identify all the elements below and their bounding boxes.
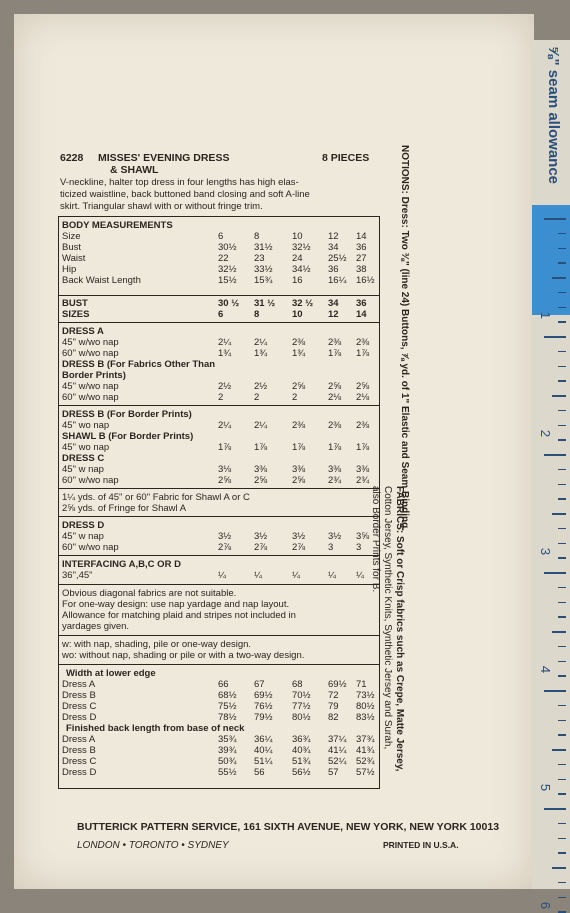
- divider: [58, 405, 380, 406]
- body-row-value: 15¾: [254, 275, 273, 286]
- fabrics-line-3: also Border Prints for B.: [370, 486, 381, 593]
- bust-size-row-value: 12: [328, 309, 339, 320]
- bust-size-row-label: BUST: [62, 298, 88, 309]
- ruler-number: 2: [538, 429, 554, 438]
- yardage-row-value: 3⅛: [218, 464, 232, 475]
- length-row-label: Dress C: [62, 756, 97, 767]
- ruler-tick: [558, 498, 566, 500]
- width-row-value: 80½: [292, 712, 311, 723]
- body-row-value: 30½: [218, 242, 237, 253]
- length-row-value: 36¼: [254, 734, 273, 745]
- ruler-tick: [558, 779, 566, 781]
- yardage-row-value: 2⅝: [218, 475, 232, 486]
- divider: [58, 488, 380, 489]
- yardage-row-value: 2⅜: [328, 420, 342, 431]
- description-line-1: V-neckline, halter top dress in four lengths has high elas-: [60, 177, 299, 188]
- width-row-value: 76½: [254, 701, 273, 712]
- dress-d-row-value: 3: [328, 542, 334, 553]
- dress-d-row-label: 45" w nap: [62, 531, 104, 542]
- width-row-value: 70½: [292, 690, 311, 701]
- note-line: Obvious diagonal fabrics are not suitable.: [62, 588, 237, 599]
- seam-allowance-ruler: [532, 40, 570, 910]
- body-row-value: 31½: [254, 242, 273, 253]
- yardage-row-value: 3⅜: [254, 464, 268, 475]
- ruler-tick: [544, 218, 566, 220]
- length-row-value: 41¾: [356, 745, 375, 756]
- yardage-row-value: 2⅜: [292, 337, 306, 348]
- fabrics-line-1: FABRICS: Soft or Crisp fabrics such as Crepe, Matte Jersey,: [394, 486, 405, 772]
- ruler-tick: [552, 867, 566, 869]
- length-row-value: 50¾: [218, 756, 237, 767]
- body-row-value: 38: [356, 264, 367, 275]
- body-row-value: 12: [328, 231, 339, 242]
- pattern-title: MISSES' EVENING DRESS: [98, 152, 230, 164]
- ruler-tick: [558, 882, 566, 884]
- ruler-number: 3: [538, 547, 554, 556]
- bust-size-row-value: 36: [356, 298, 367, 309]
- description-line-2: ticized waistline, back buttoned band closing and soft A-line: [60, 189, 310, 200]
- yardage-row-value: 2⅛: [356, 392, 370, 403]
- yardage-head: DRESS B (For Fabrics Other Than: [62, 359, 216, 370]
- body-row-value: 16: [292, 275, 303, 286]
- pattern-number: 6228: [60, 152, 84, 164]
- ruler-tick: [544, 572, 566, 574]
- length-row-value: 57: [328, 767, 339, 778]
- pieces-count: 8 PIECES: [322, 152, 370, 164]
- footer-printed: PRINTED IN U.S.A.: [383, 840, 459, 850]
- ruler-tick: [558, 439, 566, 441]
- yardage-row-value: 2⅜: [356, 337, 370, 348]
- yardage-row-value: 2¾: [328, 475, 342, 486]
- ruler-tick: [558, 838, 566, 840]
- ruler-tick: [558, 602, 566, 604]
- ruler-tick: [558, 675, 566, 677]
- bust-size-row-value: 34: [328, 298, 339, 309]
- yardage-row-value: 2⅜: [356, 420, 370, 431]
- interfacing-value: ¼: [292, 570, 300, 581]
- divider: [58, 322, 380, 323]
- length-row-value: 40¾: [292, 745, 311, 756]
- width-row-label: Dress D: [62, 712, 97, 723]
- yardage-row-label: 45" w nap: [62, 464, 104, 475]
- dress-d-row-label: 60" w/wo nap: [62, 542, 119, 553]
- yardage-head: DRESS C: [62, 453, 105, 464]
- body-measurements-title: BODY MEASUREMENTS: [62, 220, 173, 231]
- interfacing-value: ¼: [328, 570, 336, 581]
- shawl-note: 1¼ yds. of 45" or 60" Fabric for Shawl A or C: [62, 492, 250, 503]
- length-row-value: 37¼: [328, 734, 347, 745]
- width-row-value: 72: [328, 690, 339, 701]
- yardage-row-value: 1⅞: [328, 348, 342, 359]
- yardage-head: SHAWL B (For Border Prints): [62, 431, 194, 442]
- bust-size-row-value: 8: [254, 309, 260, 320]
- length-row-value: 40¼: [254, 745, 273, 756]
- body-row-value: 34: [328, 242, 339, 253]
- note-line: For one-way design: use nap yardage and nap layout.: [62, 599, 290, 610]
- bust-size-row-value: 14: [356, 309, 367, 320]
- yardage-row-label: 60" w/wo nap: [62, 348, 119, 359]
- yardage-row-value: 2⅝: [356, 381, 370, 392]
- shawl-note: 2⅝ yds. of Fringe for Shawl A: [62, 503, 187, 514]
- interfacing-value: ¼: [218, 570, 226, 581]
- width-row-value: 71: [356, 679, 367, 690]
- ruler-tick: [558, 720, 566, 722]
- ruler-tick: [558, 793, 566, 795]
- interfacing-head: INTERFACING A,B,C OR D: [62, 559, 181, 570]
- yardage-row-value: 2⅝: [328, 381, 342, 392]
- width-row-value: 79½: [254, 712, 273, 723]
- divider: [58, 635, 380, 636]
- body-row-value: 25½: [328, 253, 347, 264]
- dress-d-head: DRESS D: [62, 520, 105, 531]
- width-row-label: Dress A: [62, 679, 96, 690]
- dress-d-row-value: 3½: [292, 531, 306, 542]
- length-row-value: 57½: [356, 767, 375, 778]
- body-row-value: 16¼: [328, 275, 347, 286]
- yardage-row-value: 2½: [254, 381, 268, 392]
- length-row-value: 55½: [218, 767, 237, 778]
- yardage-row-value: 1¾: [218, 348, 232, 359]
- length-row-label: Dress A: [62, 734, 96, 745]
- width-row-value: 75½: [218, 701, 237, 712]
- body-row-value: 36: [328, 264, 339, 275]
- length-row-value: 51¼: [254, 756, 273, 767]
- ruler-tick: [558, 292, 566, 294]
- width-row-label: Dress B: [62, 690, 96, 701]
- ruler-tick: [558, 616, 566, 618]
- ruler-tick: [558, 425, 566, 427]
- body-row-value: 36: [356, 242, 367, 253]
- yardage-row-value: 1¾: [292, 348, 306, 359]
- length-row-value: 35¾: [218, 734, 237, 745]
- body-row-value: 34½: [292, 264, 311, 275]
- body-row-label: Back Waist Length: [62, 275, 141, 286]
- dress-d-row-value: 3⅝: [356, 531, 370, 542]
- length-row-value: 36¾: [292, 734, 311, 745]
- ruler-label: ⅝" seam allowance: [545, 46, 562, 185]
- length-row-value: 56: [254, 767, 265, 778]
- length-row-value: 39¾: [218, 745, 237, 756]
- width-head: Width at lower edge: [66, 668, 156, 679]
- yardage-row-value: 1⅞: [292, 442, 306, 453]
- body-row-value: 14: [356, 231, 367, 242]
- ruler-tick: [544, 454, 566, 456]
- interfacing-value: ¼: [356, 570, 364, 581]
- ruler-tick: [558, 307, 566, 309]
- ruler-tick: [552, 631, 566, 633]
- ruler-tick: [558, 852, 566, 854]
- yardage-row-value: 1⅞: [218, 442, 232, 453]
- width-row-value: 69½: [328, 679, 347, 690]
- bust-size-row-value: 32 ½: [292, 298, 314, 309]
- body-row-value: 24: [292, 253, 303, 264]
- body-row-value: 33½: [254, 264, 273, 275]
- ruler-tick: [558, 484, 566, 486]
- ruler-tick: [552, 277, 566, 279]
- legend-line: wo: without nap, shading or pile or with a two-way design.: [62, 650, 305, 661]
- ruler-tick: [552, 395, 566, 397]
- ruler-tick: [552, 513, 566, 515]
- yardage-row-value: 2½: [218, 381, 232, 392]
- legend-line: w: with nap, shading, pile or one-way design.: [62, 639, 252, 650]
- fabrics-line-2: Cotton Jersey, Synthetic Knits, Synthetic Jersey and Surah,: [382, 486, 393, 750]
- ruler-tick: [558, 351, 566, 353]
- footer-company: BUTTERICK PATTERN SERVICE, 161 SIXTH AVENUE, NEW YORK, NEW YORK 10013: [77, 821, 500, 833]
- bust-size-row-value: 6: [218, 309, 224, 320]
- interfacing-label: 36",45": [62, 570, 93, 581]
- length-row-label: Dress B: [62, 745, 96, 756]
- width-row-label: Dress C: [62, 701, 97, 712]
- note-line: Allowance for matching plaid and stripes not included in: [62, 610, 296, 621]
- ruler-tick: [558, 734, 566, 736]
- ruler-number: 4: [538, 665, 554, 674]
- body-row-label: Hip: [62, 264, 77, 275]
- body-row-value: 6: [218, 231, 224, 242]
- ruler-tick: [558, 321, 566, 323]
- yardage-row-value: 1⅞: [356, 348, 370, 359]
- yardage-row-value: 2⅝: [292, 381, 306, 392]
- ruler-number: 6: [538, 901, 554, 910]
- length-row-label: Dress D: [62, 767, 97, 778]
- dress-d-row-value: 3½: [328, 531, 342, 542]
- bust-size-row-value: 10: [292, 309, 303, 320]
- divider: [58, 584, 380, 585]
- body-row-value: 32½: [218, 264, 237, 275]
- dress-d-row-value: 3½: [254, 531, 268, 542]
- ruler-tick: [558, 661, 566, 663]
- yardage-row-value: 2⅜: [328, 337, 342, 348]
- ruler-tick: [558, 557, 566, 559]
- ruler-tick: [558, 764, 566, 766]
- length-row-value: 37¾: [356, 734, 375, 745]
- body-row-value: 15½: [218, 275, 237, 286]
- width-row-value: 68: [292, 679, 303, 690]
- yardage-row-label: 45" wo nap: [62, 442, 110, 453]
- yardage-row-value: 2⅝: [292, 475, 306, 486]
- description-line-3: skirt. Triangular shawl with or without fringe trim.: [60, 201, 263, 212]
- yardage-row-label: 45" w/wo nap: [62, 381, 119, 392]
- divider: [58, 555, 380, 556]
- width-row-value: 83½: [356, 712, 375, 723]
- pattern-title-2: & SHAWL: [110, 164, 159, 176]
- notions-text: NOTIONS: Dress: Two ⅜" (line 24) Buttons, ⅞ yd. of 1" Elastic and Seam Binding.: [399, 145, 410, 532]
- yardage-row-value: 3⅜: [328, 464, 342, 475]
- ruler-tick: [558, 380, 566, 382]
- body-row-value: 8: [254, 231, 260, 242]
- yardage-row-value: 2¾: [356, 475, 370, 486]
- yardage-row-label: 45" w/wo nap: [62, 337, 119, 348]
- yardage-row-label: 45" wo nap: [62, 420, 110, 431]
- length-row-value: 51¾: [292, 756, 311, 767]
- yardage-head: DRESS B (For Border Prints): [62, 409, 192, 420]
- yardage-row-value: 2⅛: [328, 392, 342, 403]
- ruler-tick: [544, 808, 566, 810]
- ruler-tick: [558, 543, 566, 545]
- body-row-value: 22: [218, 253, 229, 264]
- length-row-value: 52¼: [328, 756, 347, 767]
- length-row-value: 52¾: [356, 756, 375, 767]
- body-row-label: Waist: [62, 253, 86, 264]
- yardage-row-value: 1⅞: [328, 442, 342, 453]
- width-row-value: 67: [254, 679, 265, 690]
- yardage-row-value: 1¾: [254, 348, 268, 359]
- interfacing-value: ¼: [254, 570, 262, 581]
- dress-d-row-value: 3½: [218, 531, 232, 542]
- ruler-tick: [558, 705, 566, 707]
- bust-size-row-value: 30 ½: [218, 298, 240, 309]
- bust-size-row-label: SIZES: [62, 309, 90, 320]
- body-row-value: 16½: [356, 275, 375, 286]
- ruler-tick: [558, 823, 566, 825]
- divider: [58, 664, 380, 665]
- ruler-tick: [552, 749, 566, 751]
- yardage-row-value: 2: [218, 392, 224, 403]
- yardage-head-2: Border Prints): [62, 370, 126, 381]
- yardage-row-value: 2¼: [218, 337, 232, 348]
- yardage-row-value: 2¼: [218, 420, 232, 431]
- yardage-row-value: 2¼: [254, 337, 268, 348]
- length-head: Finished back length from base of neck: [66, 723, 245, 734]
- width-row-value: 79: [328, 701, 339, 712]
- ruler-tick: [544, 336, 566, 338]
- ruler-tick: [558, 410, 566, 412]
- ruler-tick: [558, 646, 566, 648]
- width-row-value: 78½: [218, 712, 237, 723]
- note-line: yardages given.: [62, 621, 130, 632]
- width-row-value: 68½: [218, 690, 237, 701]
- ruler-tick: [558, 897, 566, 899]
- footer-cities: LONDON • TORONTO • SYDNEY: [77, 840, 229, 851]
- ruler-tick: [558, 587, 566, 589]
- dress-d-row-value: 2⅞: [292, 542, 306, 553]
- yardage-row-label: 60" w/wo nap: [62, 392, 119, 403]
- width-row-value: 82: [328, 712, 339, 723]
- dress-d-row-value: 2⅞: [254, 542, 268, 553]
- length-row-value: 56½: [292, 767, 311, 778]
- body-row-value: 10: [292, 231, 303, 242]
- dress-d-row-value: 2⅞: [218, 542, 232, 553]
- yardage-row-value: 1⅞: [356, 442, 370, 453]
- dress-d-row-value: 3: [356, 542, 362, 553]
- length-row-value: 41¼: [328, 745, 347, 756]
- width-row-value: 66: [218, 679, 229, 690]
- yardage-row-value: 2: [292, 392, 298, 403]
- width-row-value: 77½: [292, 701, 311, 712]
- body-row-label: Bust: [62, 242, 82, 253]
- ruler-tick: [558, 366, 566, 368]
- yardage-row-value: 2¼: [254, 420, 268, 431]
- width-row-value: 69½: [254, 690, 273, 701]
- body-row-value: 23: [254, 253, 265, 264]
- ruler-tick: [558, 469, 566, 471]
- width-row-value: 73½: [356, 690, 375, 701]
- ruler-tick: [558, 248, 566, 250]
- yardage-row-value: 2⅜: [292, 420, 306, 431]
- ruler-tick: [558, 233, 566, 235]
- ruler-tick: [558, 262, 566, 264]
- yardage-row-label: 60" w/wo nap: [62, 475, 119, 486]
- yardage-row-value: 2⅝: [254, 475, 268, 486]
- yardage-row-value: 2: [254, 392, 260, 403]
- ruler-number: 5: [538, 783, 554, 792]
- body-row-label: Size: [62, 231, 81, 242]
- yardage-row-value: 3⅜: [356, 464, 370, 475]
- width-row-value: 80½: [356, 701, 375, 712]
- yardage-head: DRESS A: [62, 326, 104, 337]
- divider: [58, 516, 380, 517]
- body-row-value: 32½: [292, 242, 311, 253]
- yardage-row-value: 3⅜: [292, 464, 306, 475]
- yardage-row-value: 1⅞: [254, 442, 268, 453]
- bust-size-row-value: 31 ½: [254, 298, 276, 309]
- ruler-tick: [558, 528, 566, 530]
- ruler-number: 1: [538, 311, 554, 320]
- ruler-tick: [544, 690, 566, 692]
- body-row-value: 27: [356, 253, 367, 264]
